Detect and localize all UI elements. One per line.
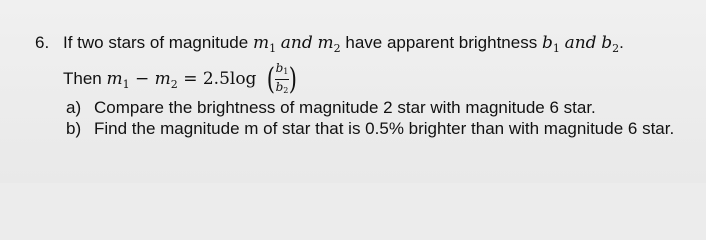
- statement-text-2: have apparent brightness: [345, 33, 538, 52]
- math-b2: $b_2$: [601, 33, 620, 55]
- math-m1: $m_1$: [252, 33, 277, 55]
- part-b-text: Find the magnitude m of star that is 0.5% brighter than with magnitude 6 star.: [94, 119, 675, 138]
- formula: $m_1 - m_2 = 2.5\log$ ( $\frac{b1}{b2}$ ): [106, 61, 298, 97]
- math-and: and: [280, 33, 313, 53]
- formula-line: [63, 62, 299, 97]
- part-b: [66, 119, 674, 139]
- math-m2: $m_2$: [317, 33, 341, 55]
- statement-text: If two stars of magnitude: [63, 33, 249, 52]
- part-b-letter: b): [66, 119, 82, 138]
- part-a: [66, 98, 596, 118]
- question-number: 6.: [35, 33, 50, 52]
- part-a-letter: a): [66, 98, 82, 117]
- math-and-2: and: [564, 33, 597, 53]
- brightness-ratio: ( $\frac{b1}{b2}$ ): [266, 61, 298, 97]
- then-label: Then: [63, 69, 102, 88]
- question-statement: If two stars of magnitude $m_1$ and $m_2$ have apparent brightness $b_1$ and $b_2$.: [63, 33, 624, 55]
- part-a-text: Compare the brightness of magnitude 2 star with magnitude 6 star.: [94, 98, 596, 117]
- math-b1: $b_1$: [541, 33, 560, 55]
